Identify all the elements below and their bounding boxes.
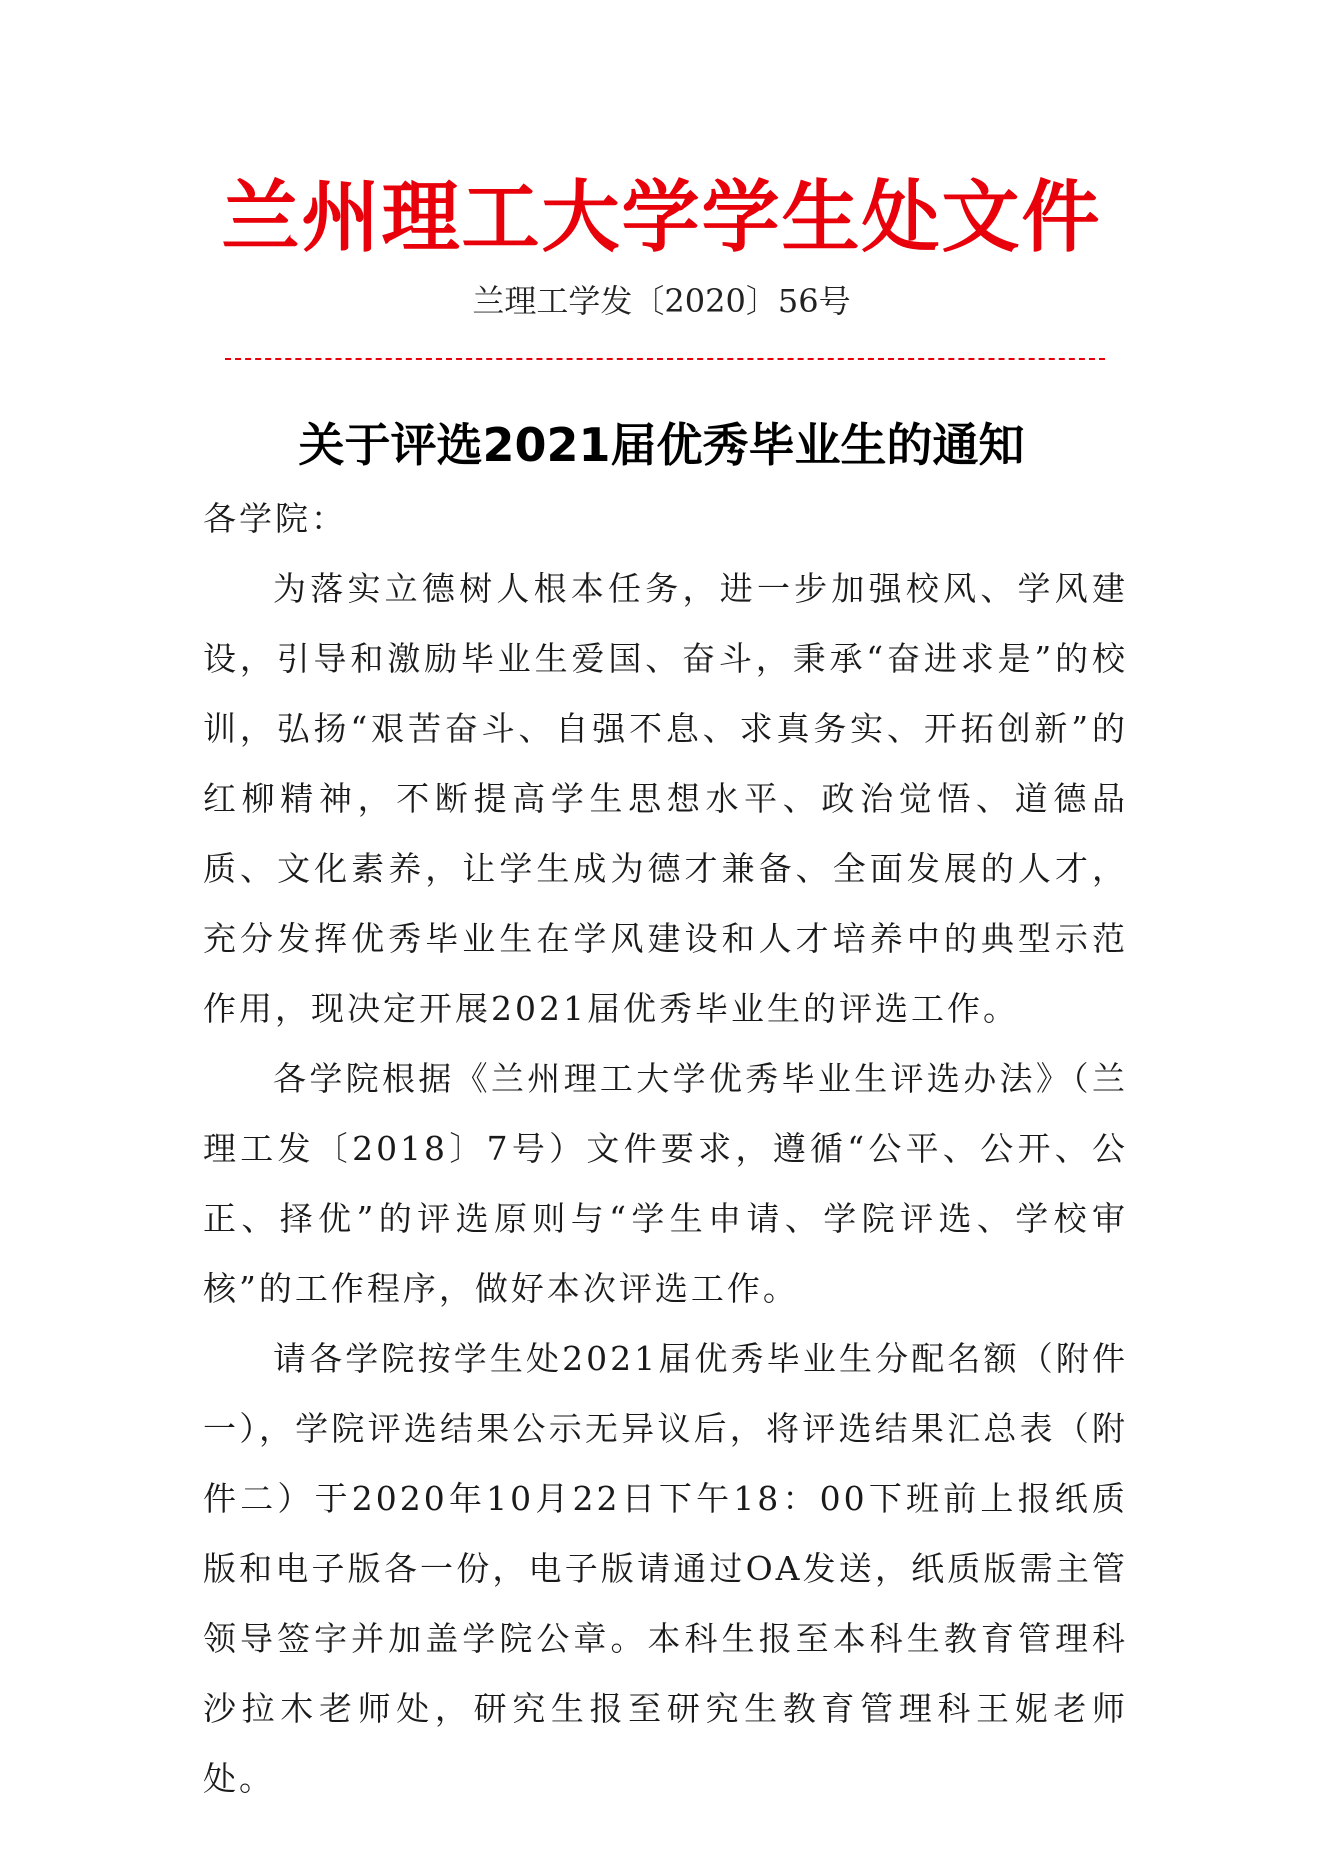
paragraph-requirements: 各学院根据《兰州理工大学优秀毕业生评选办法》（兰理工发〔2018〕7号）文件要求，遵循“公平、公开、公正、择优”的评选原则与“学生申请、学院评选、学校审核”的工作程序，做好本次评选工作。: [203, 1059, 1128, 1308]
paragraph-submission: 请各学院按学生处2021届优秀毕业生分配名额（附件一），学院评选结果公示无异议后，将评选结果汇总表（附件二）于2020年10月22日下午18：00下班前上报纸质版和电子版各一份，电子版请通过OA发送，纸质版需主管领导签字并加盖学院公章。本科生报至本科生教育管理科沙拉木老师处，研究生报至研究生教育管理科王妮老师处。: [203, 1339, 1128, 1798]
notice-body: [203, 484, 1128, 1814]
notice-title: 关于评选2021届优秀毕业生的通知: [298, 418, 1025, 472]
document-number: 兰理工学发〔2020〕56号: [472, 282, 851, 320]
red-divider-line: [225, 358, 1105, 360]
document-masthead: 兰州理工大学学生处文件: [221, 172, 1102, 263]
paragraph-purpose: 为落实立德树人根本任务，进一步加强校风、学风建设，引导和激励毕业生爱国、奋斗，秉承“奋进求是”的校训，弘扬“艰苦奋斗、自强不息、求真务实、开拓创新”的红柳精神，不断提高学生思想水平、政治觉悟、道德品质、文化素养，让学生成为德才兼备、全面发展的人才，充分发挥优秀毕业生在学风建设和人才培养中的典型示范作用，现决定开展2021届优秀毕业生的评选工作。: [203, 569, 1128, 1028]
salutation: 各学院：: [203, 499, 347, 538]
